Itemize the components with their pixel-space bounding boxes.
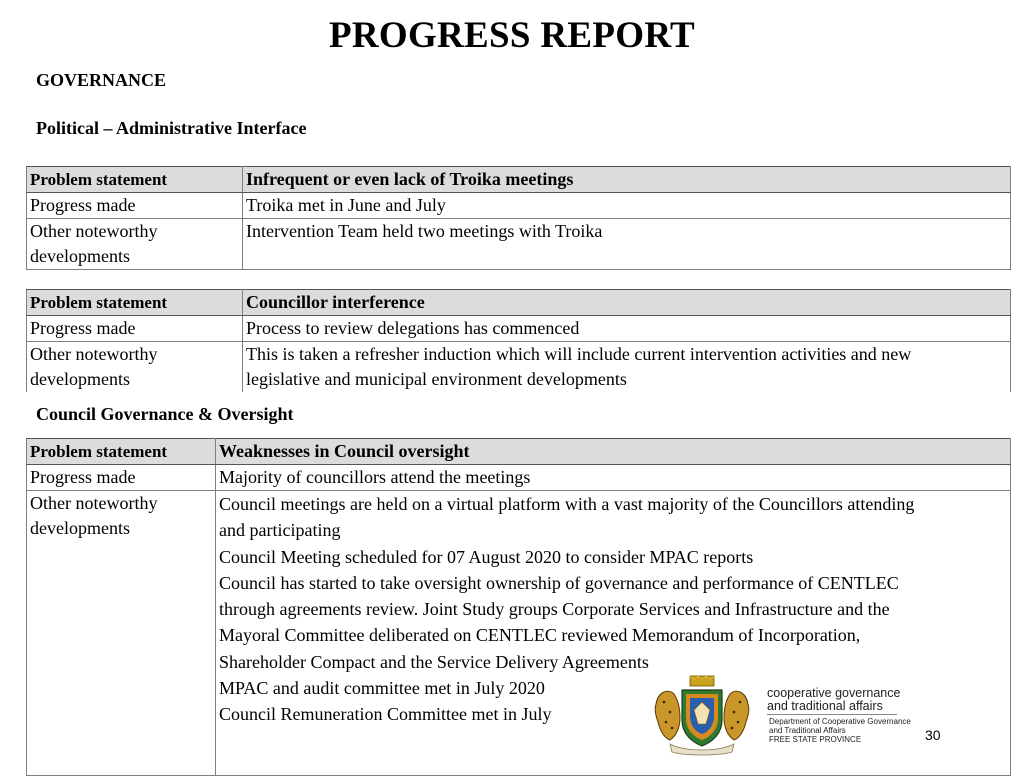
row-label: Other noteworthy developments — [27, 342, 243, 393]
row-value: Majority of councillors attend the meetings — [216, 465, 1011, 491]
row-value: Process to review delegations has commenced — [243, 316, 1011, 342]
troika-table — [26, 166, 1011, 270]
subsection-heading-interface: Political – Administrative Interface — [36, 118, 307, 138]
table-row — [27, 219, 1011, 270]
row-label: Progress made — [27, 465, 216, 491]
page-number: 30 — [925, 727, 941, 743]
row-label: Progress made — [27, 193, 243, 219]
table-row — [27, 193, 1011, 219]
row-label: Other noteworthy developments — [27, 491, 216, 776]
subsection-heading-council: Council Governance & Oversight — [36, 404, 294, 424]
councillor-interference-table — [26, 289, 1011, 392]
header-cell-label: Problem statement — [27, 290, 243, 316]
footer-divider — [767, 714, 897, 715]
header-cell-problem: Weaknesses in Council oversight — [216, 439, 1011, 465]
table-row — [27, 316, 1011, 342]
row-value: Troika met in June and July — [243, 193, 1011, 219]
department-full-name: Department of Cooperative Governance and Traditional Affairs FREE STATE PROVINCE — [769, 717, 911, 744]
table-header-row — [27, 439, 1011, 465]
row-value: Council meetings are held on a virtual platform with a vast majority of the Councillors attending and participating Council Meeting scheduled for 07 August 2020 to consider MPAC reports Council has started to take oversight ownership of governance and performance of CENTLEC through agreements review. Joint Study groups Corporate Services and Infrastructure and the Mayoral Committee deliberated on CENTLEC reviewed Memorandum of Incorporation, Shareholder Compact and the Service Delivery Agreements MPAC and audit committee met in July 2020 Council Remuneration Committee met in July — [216, 491, 1011, 776]
row-value: This is taken a refresher induction which will include current intervention activities and new legislative and municipal environment developments — [243, 342, 1011, 393]
department-name: cooperative governance and traditional affairs — [767, 686, 901, 713]
table-header-row — [27, 290, 1011, 316]
header-cell-problem: Councillor interference — [243, 290, 1011, 316]
page-title: PROGRESS REPORT — [328, 15, 696, 56]
header-cell-label: Problem statement — [27, 439, 216, 465]
header-cell-problem: Infrequent or even lack of Troika meetings — [243, 167, 1011, 193]
table-row — [27, 465, 1011, 491]
section-heading-governance: GOVERNANCE — [36, 70, 167, 90]
row-label: Progress made — [27, 316, 243, 342]
row-label: Other noteworthy developments — [27, 219, 243, 270]
table-row — [27, 342, 1011, 393]
coat-of-arms-icon — [650, 674, 754, 756]
table-header-row — [27, 167, 1011, 193]
row-value: Intervention Team held two meetings with Troika — [243, 219, 1011, 270]
header-cell-label: Problem statement — [27, 167, 243, 193]
